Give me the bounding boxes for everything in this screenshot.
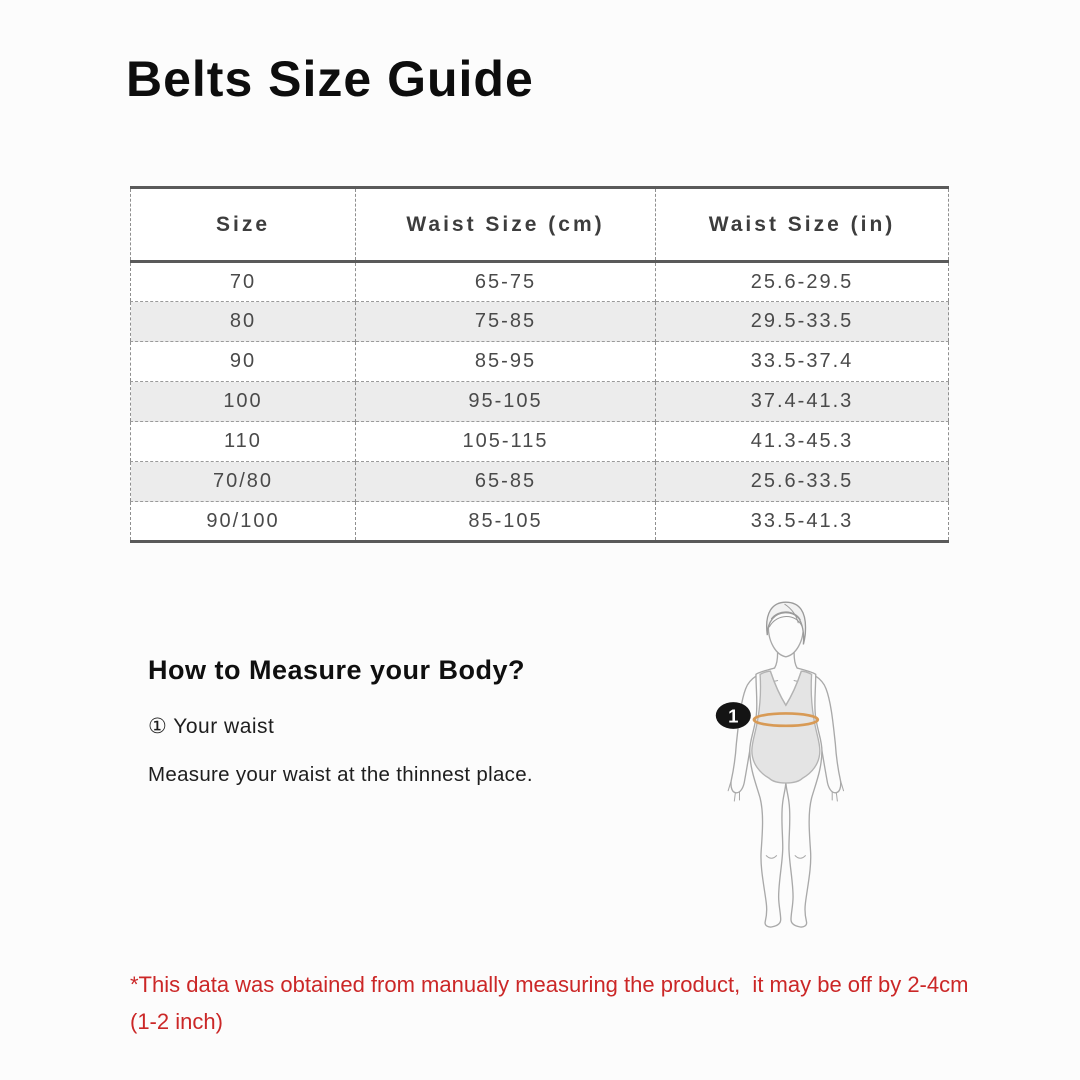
body-figure-svg [695, 596, 955, 936]
measure-heading: How to Measure your Body? [148, 655, 526, 685]
table-cell: 33.5-41.3 [656, 502, 949, 542]
table-cell: 65-85 [356, 462, 656, 502]
column-header-waist-in: Waist Size (in) [656, 188, 949, 262]
table-row [131, 382, 949, 422]
page-title: Belts Size Guide [126, 51, 534, 107]
column-header-waist-cm: Waist Size (cm) [356, 188, 656, 262]
table-cell: 85-95 [356, 342, 656, 382]
table-cell: 90 [131, 342, 356, 382]
table-row [131, 302, 949, 342]
table-cell: 29.5-33.5 [656, 302, 949, 342]
measure-step-waist: ① Your waist [148, 715, 275, 738]
table-row [131, 502, 949, 542]
table-row [131, 262, 949, 302]
badge-label: 1 [728, 705, 739, 727]
disclaimer-text: *This data was obtained from manually measuring the product, it may be off by 2-4cm (1-2 inch) [130, 972, 975, 1035]
table-row [131, 422, 949, 462]
table-cell: 105-115 [356, 422, 656, 462]
table-header-row [131, 188, 949, 262]
measure-section [148, 655, 533, 787]
table-row [131, 342, 949, 382]
table-cell: 100 [131, 382, 356, 422]
table-cell: 25.6-33.5 [656, 462, 949, 502]
size-table [130, 186, 949, 543]
table-cell: 80 [131, 302, 356, 342]
measure-instruction: Measure your waist at the thinnest place. [148, 763, 533, 786]
table-cell: 70/80 [131, 462, 356, 502]
table-cell: 25.6-29.5 [656, 262, 949, 302]
body-figure-illustration [695, 596, 955, 936]
size-table-body [131, 262, 949, 542]
table-cell: 41.3-45.3 [656, 422, 949, 462]
table-cell: 90/100 [131, 502, 356, 542]
table-cell: 65-75 [356, 262, 656, 302]
table-cell: 95-105 [356, 382, 656, 422]
table-cell: 70 [229, 270, 257, 293]
table-cell: 110 [131, 422, 356, 462]
table-row [131, 462, 949, 502]
table-cell: 75-85 [356, 302, 656, 342]
table-cell: 37.4-41.3 [656, 382, 949, 422]
column-header-size: Size [131, 188, 356, 262]
table-cell: 33.5-37.4 [656, 342, 949, 382]
table-cell: 85-105 [356, 502, 656, 542]
